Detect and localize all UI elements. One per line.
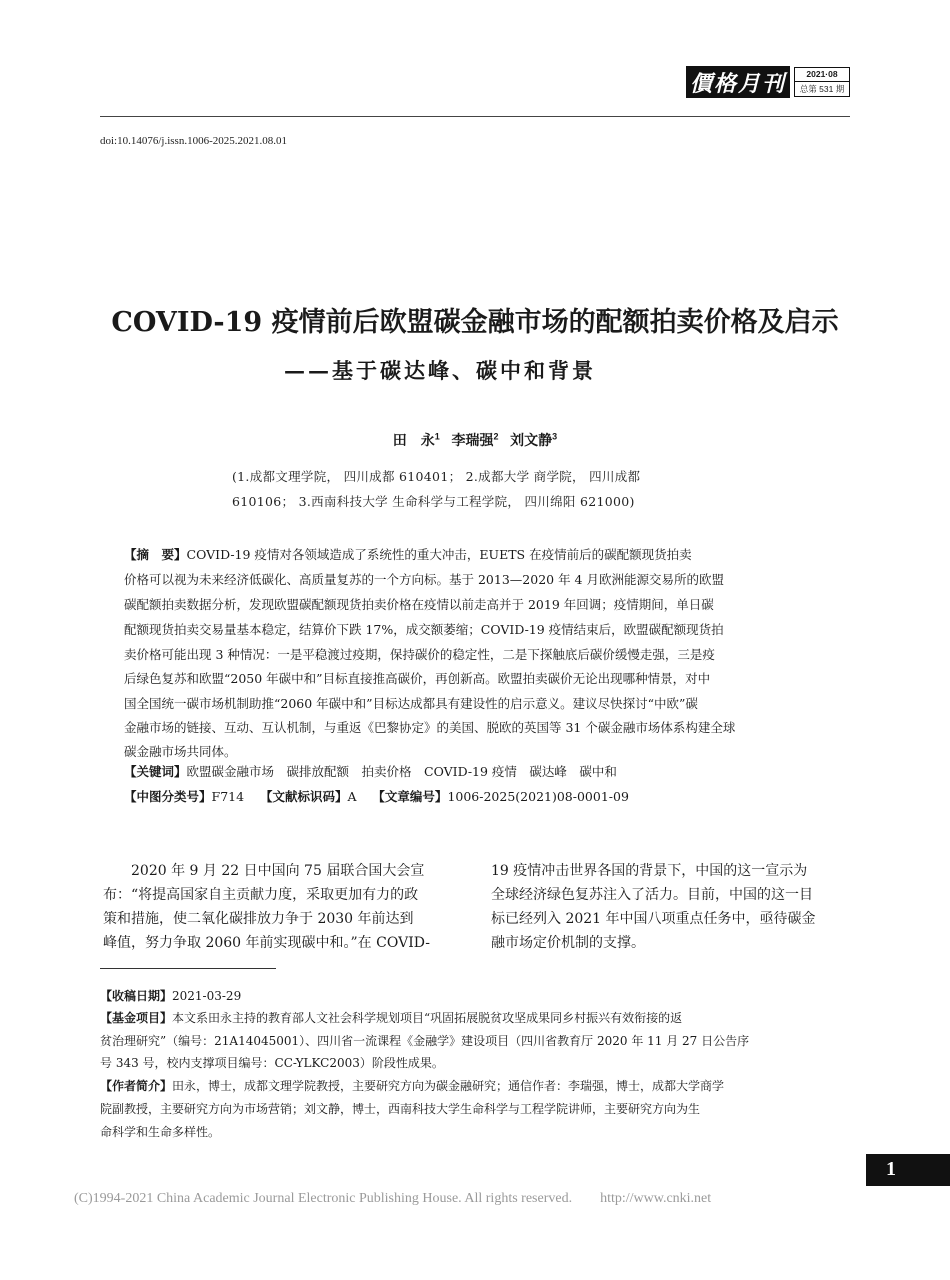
paper-subtitle: ——基于碳达峰、碳中和背景	[284, 358, 596, 383]
abstract-line: 国全国统一碳市场机制助推“2060 年碳中和”目标达成都具有建设性的启示意义。建议尽快探讨“中欧”碳	[124, 696, 698, 711]
classification-line	[124, 787, 834, 807]
affiliation-line: 610106； 3.西南科技大学 生命科学与工程学院， 四川绵阳 621000)	[232, 494, 635, 509]
author-list	[0, 430, 950, 450]
clc-label: 【中图分类号】	[124, 790, 212, 804]
abstract-line: 卖价格可能出现 3 种情况：一是平稳渡过疫期，保持碳价的稳定性，二是下探触底后碳价缓慢走强，三是疫	[124, 647, 715, 662]
abstract-line: 后绿色复苏和欧盟“2050 年碳中和”目标直接推高碳价，再创新高。欧盟拍卖碳价无论出现哪种情景，对中	[124, 671, 711, 686]
abstract-line: 价格可以视为未来经济低碳化、高质量复苏的一个方向标。基于 2013—2020 年 4 月欧洲能源交易所的欧盟	[124, 572, 724, 587]
page-number: 1	[886, 1158, 896, 1180]
abstract-label: 【摘 要】	[124, 548, 187, 562]
keywords-line	[124, 762, 834, 782]
fund-line: 号 343 号，校内支撑项目编号：CC-YLKC2003）阶段性成果。	[100, 1056, 444, 1070]
issue-box	[794, 67, 850, 97]
keywords-text: 欧盟碳金融市场 碳排放配额 拍卖价格 COVID-19 疫情 碳达峰 碳中和	[186, 764, 617, 779]
body-paragraph-line: 全球经济绿色复苏注入了活力。目前，中国的这一目	[491, 887, 813, 903]
author-name: 田 永	[392, 432, 435, 448]
author-affil-mark: 2	[493, 431, 499, 442]
doc-code-label: 【文献标识码】	[259, 790, 348, 804]
author-bio-line	[100, 1076, 724, 1096]
footnote-divider	[100, 968, 276, 969]
journal-masthead	[686, 66, 850, 98]
issue-year: 2021·08	[795, 68, 849, 82]
author-affil-mark: 3	[552, 431, 558, 442]
article-number-label: 【文章编号】	[372, 790, 448, 804]
body-paragraph-line: 融市场定价机制的支撑。	[491, 935, 645, 951]
author-name: 李瑞强	[451, 432, 494, 448]
fund-line: 贫治理研究”（编号：21A14045001）、四川省一流课程《金融学》建设项目（四川省教育厅 2020 年 11 月 27 日公告序	[100, 1034, 750, 1048]
abstract-line: 配额现货拍卖交易量基本稳定，结算价下跌 17%，成交额萎缩；COVID-19 疫情结束后，欧盟碳配额现货拍	[124, 622, 724, 637]
affiliation-line: (1.成都文理学院， 四川成都 610401； 2.成都大学 商学院， 四川成都	[232, 469, 641, 484]
fund-label: 【基金项目】	[100, 1011, 173, 1025]
received-label: 【收稿日期】	[100, 989, 173, 1003]
clc-value: F714	[211, 789, 245, 804]
abstract-text: COVID-19 疫情对各领域造成了系统性的重大冲击，EUETS 在疫情前后的碳配额现货拍卖	[186, 547, 692, 562]
fund-line	[100, 1008, 682, 1028]
doc-code-value: A	[347, 789, 357, 804]
abstract-line	[124, 545, 834, 565]
abstract-line: 碳配额拍卖数据分析，发现欧盟碳配额现货拍卖价格在疫情以前走高并于 2019 年回调；疫情期间，单日碳	[124, 597, 714, 612]
author-name: 刘文静	[510, 432, 553, 448]
page-number-tab	[866, 1154, 950, 1186]
doi-text: doi:10.14076/j.issn.1006-2025.2021.08.01	[100, 135, 288, 147]
body-paragraph-line: 19 疫情冲击世界各国的背景下，中国的这一宣示为	[491, 863, 808, 879]
article-number-value: 1006-2025(2021)08-0001-09	[447, 789, 629, 804]
paper-title: COVID-19 疫情前后欧盟碳金融市场的配额拍卖价格及启示	[111, 307, 839, 338]
author-bio-label: 【作者简介】	[100, 1079, 173, 1093]
body-paragraph-line: 布：“将提高国家自主贡献力度，采取更加有力的政	[103, 887, 419, 903]
author-affil-mark: 1	[434, 431, 440, 442]
journal-logo: 價格月刊	[686, 66, 790, 98]
received-value: 2021-03-29	[172, 989, 242, 1003]
author-bio-text: 田永，博士，成都文理学院教授，主要研究方向为碳金融研究；通信作者：李瑞强，博士，成都大学商学	[172, 1079, 725, 1093]
header-divider	[100, 116, 850, 117]
copyright-notice: (C)1994-2021 China Academic Journal Electronic Publishing House. All rights reserved. http://www.cnki.net	[74, 1191, 712, 1206]
abstract-line: 碳金融市场共同体。	[124, 744, 237, 759]
keywords-label: 【关键词】	[124, 765, 187, 779]
body-paragraph-line: 策和措施，使二氧化碳排放力争于 2030 年前达到	[103, 911, 414, 927]
abstract-line: 金融市场的链接、互动、互认机制，与重返《巴黎协定》的美国、脱欧的英国等 31 个碳金融市场体系构建全球	[124, 720, 736, 735]
body-paragraph-line: 2020 年 9 月 22 日中国向 75 届联合国大会宣	[103, 863, 425, 879]
author-bio-line: 命科学和生命多样性。	[100, 1125, 221, 1139]
received-date-line	[100, 986, 241, 1006]
body-paragraph-line: 峰值，努力争取 2060 年前实现碳中和。”在 COVID-	[103, 935, 430, 951]
author-bio-line: 院副教授，主要研究方向为市场营销；刘文静，博士，西南科技大学生命科学与工程学院讲师，主要研究方向为生	[100, 1102, 701, 1116]
body-paragraph-line: 标已经列入 2021 年中国八项重点任务中，亟待碳金	[491, 911, 816, 927]
fund-text: 本文系田永主持的教育部人文社会科学规划项目“巩固拓展脱贫攻坚成果同乡村振兴有效衔接的返	[172, 1011, 683, 1025]
issue-total: 总第 531 期	[799, 84, 845, 94]
